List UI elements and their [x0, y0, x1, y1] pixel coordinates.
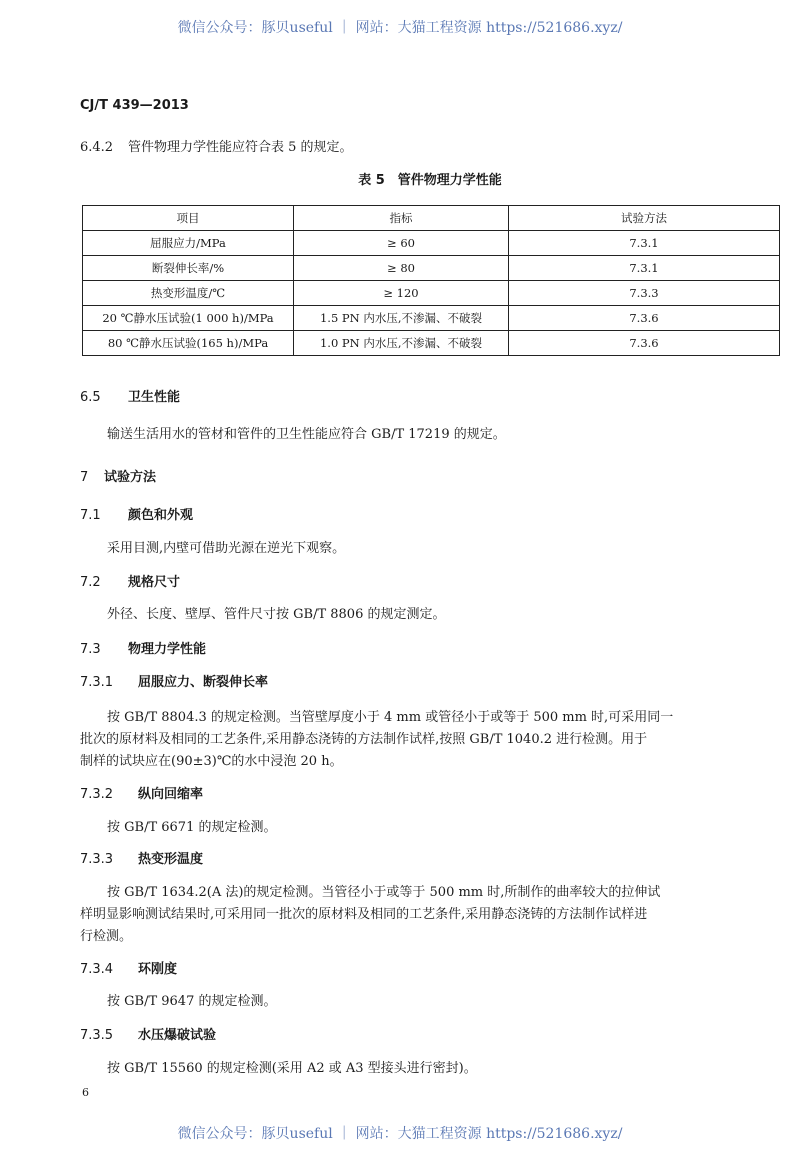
heading-7-2	[80, 575, 180, 591]
cell: 屈服应力/MPa	[83, 231, 294, 256]
heading-7-3-5	[80, 1028, 216, 1044]
paragraph: 外径、长度、壁厚、管件尺寸按 GB/T 8806 的规定测定。	[107, 607, 446, 622]
section-title: 规格尺寸	[128, 575, 181, 590]
table-row	[83, 306, 780, 331]
section-title: 纵向回缩率	[138, 787, 204, 802]
header-cell: 指标	[294, 206, 509, 231]
cell: 断裂伸长率/%	[83, 256, 294, 281]
cell: 7.3.1	[509, 256, 780, 281]
section-number: 7.3.4	[80, 962, 114, 977]
heading-7-3-2	[80, 787, 203, 803]
table-title: 表 5 管件物理力学性能	[358, 173, 502, 188]
section-title: 水压爆破试验	[138, 1028, 217, 1043]
paragraph-line: 批次的原材料及相同的工艺条件,采用静态浇铸的方法制作试样,按照 GB/T 1040.2 进行检测。用于	[80, 732, 648, 747]
watermark-top: 微信公众号：豚贝useful ｜ 网站：大猫工程资源 https://521686.xyz/	[177, 20, 623, 36]
heading-7-3-1	[80, 675, 268, 691]
table-header-row	[83, 206, 780, 231]
cell: ≥ 120	[294, 281, 509, 306]
cell: 7.3.6	[509, 306, 780, 331]
watermark-bottom: 微信公众号：豚贝useful ｜ 网站：大猫工程资源 https://521686.xyz/	[177, 1126, 623, 1142]
standard-header: CJ/T 439—2013	[80, 98, 189, 113]
table-row	[83, 331, 780, 356]
cell: 7.3.3	[509, 281, 780, 306]
heading-6-5	[80, 390, 180, 406]
heading-7-3-4	[80, 962, 177, 978]
heading-7-3	[80, 642, 206, 658]
paragraph: 按 GB/T 15560 的规定检测(采用 A2 或 A3 型接头进行密封)。	[107, 1061, 477, 1076]
header-cell: 试验方法	[509, 206, 780, 231]
section-number: 6.5	[80, 390, 101, 405]
section-number: 6.4.2	[80, 140, 114, 155]
table-row	[83, 231, 780, 256]
paragraph-line: 按 GB/T 8804.3 的规定检测。当管壁厚度小于 4 mm 或管径小于或等于 500 mm 时,可采用同一	[107, 710, 674, 725]
cell: 1.0 PN 内水压,不渗漏、不破裂	[294, 331, 509, 356]
paragraph: 采用目测,内壁可借助光源在逆光下观察。	[107, 541, 346, 556]
section-6-4-2	[80, 140, 353, 156]
section-number: 7	[80, 470, 89, 485]
cell: 80 ℃静水压试验(165 h)/MPa	[83, 331, 294, 356]
section-number: 7.3	[80, 642, 101, 657]
section-title: 颜色和外观	[128, 508, 194, 523]
paragraph-line: 按 GB/T 1634.2(A 法)的规定检测。当管径小于或等于 500 mm 时,所制作的曲率较大的拉伸试	[107, 885, 661, 900]
cell: 7.3.1	[509, 231, 780, 256]
section-title: 卫生性能	[128, 390, 181, 405]
paragraph-line: 制样的试块应在(90±3)℃的水中浸泡 20 h。	[80, 754, 343, 769]
table-row	[83, 256, 780, 281]
section-title: 试验方法	[104, 470, 157, 485]
cell: 7.3.6	[509, 331, 780, 356]
paragraph-line: 行检测。	[80, 929, 133, 944]
cell: ≥ 60	[294, 231, 509, 256]
section-number: 7.3.2	[80, 787, 114, 802]
cell: 热变形温度/℃	[83, 281, 294, 306]
section-title: 热变形温度	[138, 852, 204, 867]
section-number: 7.3.5	[80, 1028, 114, 1043]
paragraph-line: 样明显影响测试结果时,可采用同一批次的原材料及相同的工艺条件,采用静态浇铸的方法制作试样进	[80, 907, 648, 922]
section-number: 7.1	[80, 508, 101, 523]
section-text: 管件物理力学性能应符合表 5 的规定。	[128, 140, 353, 155]
section-number: 7.3.3	[80, 852, 114, 867]
heading-7	[80, 470, 156, 486]
section-number: 7.2	[80, 575, 101, 590]
heading-7-1	[80, 508, 193, 524]
paragraph: 按 GB/T 6671 的规定检测。	[107, 820, 277, 835]
paragraph: 按 GB/T 9647 的规定检测。	[107, 994, 277, 1009]
table-row	[83, 281, 780, 306]
header-cell: 项目	[83, 206, 294, 231]
properties-table	[82, 205, 780, 356]
section-title: 物理力学性能	[128, 642, 207, 657]
heading-7-3-3	[80, 852, 203, 868]
cell: 1.5 PN 内水压,不渗漏、不破裂	[294, 306, 509, 331]
paragraph: 输送生活用水的管材和管件的卫生性能应符合 GB/T 17219 的规定。	[107, 427, 506, 442]
page-number: 6	[82, 1086, 89, 1099]
section-title: 屈服应力、断裂伸长率	[138, 675, 269, 690]
section-title: 环刚度	[138, 962, 178, 977]
section-number: 7.3.1	[80, 675, 114, 690]
cell: 20 ℃静水压试验(1 000 h)/MPa	[83, 306, 294, 331]
cell: ≥ 80	[294, 256, 509, 281]
